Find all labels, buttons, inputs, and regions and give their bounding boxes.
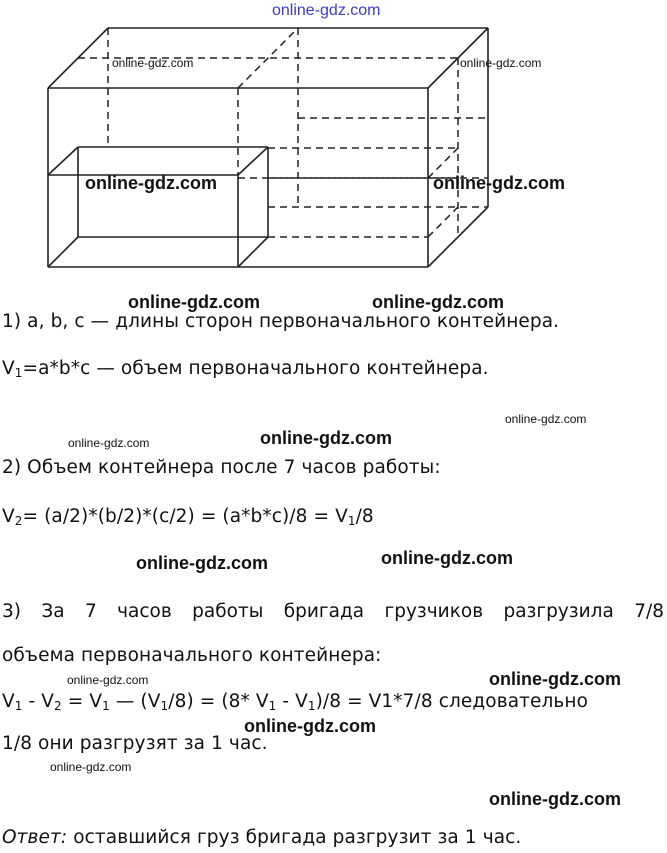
step-3-formula: $V_1 - V_2 = V_1$ — $(V_1/8) = (8*$ $V_1 - V_1)/8 = V1*7/8$ следовательно [2,691,589,713]
watermark: online-gdz.com [68,436,150,450]
watermark: online-gdz.com [381,548,513,568]
watermark: online-gdz.com [50,760,132,774]
watermark: online-gdz.com [244,716,376,736]
watermark: online-gdz.com [260,428,392,448]
watermark: online-gdz.com [128,292,260,312]
watermark: online-gdz.com [489,669,621,689]
watermark: online-gdz.com [372,292,504,312]
step-2-formula: $V_2= (a/2)*(b/2)*(c/2) = (a*b*c)/8 = V_1/8$ [2,506,374,528]
watermark: online-gdz.com [85,173,217,193]
answer-label: Ответ: [2,827,68,848]
watermark: online-gdz.com [433,173,565,193]
answer-line [2,827,521,848]
step-3-text-cont: объема первоначального контейнера: [2,645,382,666]
watermark: online-gdz.com [505,412,587,426]
step-3-conclusion: 1/8 они разгрузят за 1 час. [2,733,268,754]
step-1-text: 1) a, b, c — длины сторон первоначального контейнера. [2,311,560,332]
watermark-top: online-gdz.com [272,2,381,19]
container-box-diagram [0,0,667,280]
watermark: online-gdz.com [67,673,149,687]
step-3-text: 3) За 7 часов работы бригада грузчиков разгрузила 7/8 [2,601,664,622]
step-1-formula: $V_1=a*b*c$ — объем первоначального контейнера. [2,358,489,380]
answer-text: оставшийся груз бригада разгрузит за 1 час. [67,827,522,848]
step-2-text: 2) Объем контейнера после 7 часов работы: [2,457,441,478]
watermark: online-gdz.com [489,789,621,809]
watermark: online-gdz.com [112,56,194,70]
watermark: online-gdz.com [460,56,542,70]
watermark: online-gdz.com [136,553,268,573]
